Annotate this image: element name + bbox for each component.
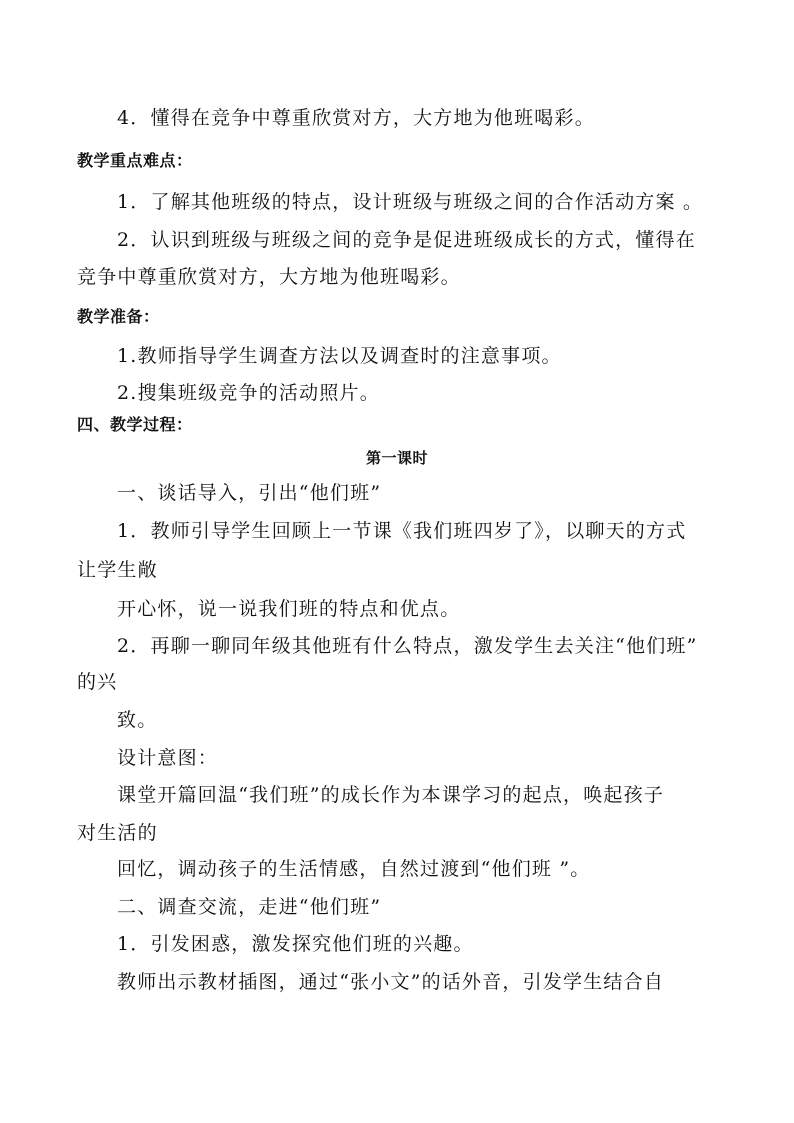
design-intent-label: 设计意图： <box>117 747 219 769</box>
section-1-item-2-line3: 致。 <box>117 709 158 731</box>
key-point-2-line2: 竞争中尊重欣赏对方，大方地为他班喝彩。 <box>77 266 461 288</box>
heading-preparation: 教学准备： <box>77 307 160 326</box>
preparation-2: 2.搜集班级竞争的活动照片。 <box>117 382 380 404</box>
design-intent-line3: 回忆，调动孩子的生活情感，自然过渡到“他们班 ”。 <box>117 858 591 880</box>
design-intent-line2: 对生活的 <box>77 822 158 844</box>
section-1-item-2-line1: 2．再聊一聊同年级其他班有什么特点，激发学生去关注“他们班” <box>117 635 698 657</box>
key-point-1: 1．了解其他班级的特点，设计班级与班级之间的合作活动方案 。 <box>117 191 704 213</box>
preparation-1: 1.教师指导学生调查方法以及调查时的注意事项。 <box>117 345 562 367</box>
section-1-item-1-line1: 1．教师引导学生回顾上一节课《我们班四岁了》，以聊天的方式 <box>117 520 687 542</box>
design-intent-line1: 课堂开篇回温“我们班”的成长作为本课学习的起点，唤起孩子 <box>117 784 665 806</box>
heading-teaching-process: 四、教学过程： <box>77 415 193 434</box>
section-2-title: 二、调查交流，走进“他们班” <box>117 896 382 918</box>
key-point-2-line1: 2．认识到班级与班级之间的竞争是促进班级成长的方式，懂得在 <box>117 229 696 251</box>
section-2-item-1-detail: 教师出示教材插图，通过“张小文”的话外音，引发学生结合自 <box>117 971 665 993</box>
section-1-title: 一、谈话导入，引出“他们班” <box>117 482 382 504</box>
objective-4: 4．懂得在竞争中尊重欣赏对方，大方地为他班喝彩。 <box>117 107 595 129</box>
section-2-item-1: 1．引发困惑，激发探究他们班的兴趣。 <box>117 933 474 955</box>
section-1-item-2-line2: 的兴 <box>77 671 118 693</box>
heading-key-difficult-points: 教学重点难点： <box>77 151 193 170</box>
section-1-item-1-line2: 让学生敞 <box>77 559 158 581</box>
lesson-period-title: 第一课时 <box>365 449 428 467</box>
section-1-item-1-line3: 开心怀，说一说我们班的特点和优点。 <box>117 598 461 620</box>
